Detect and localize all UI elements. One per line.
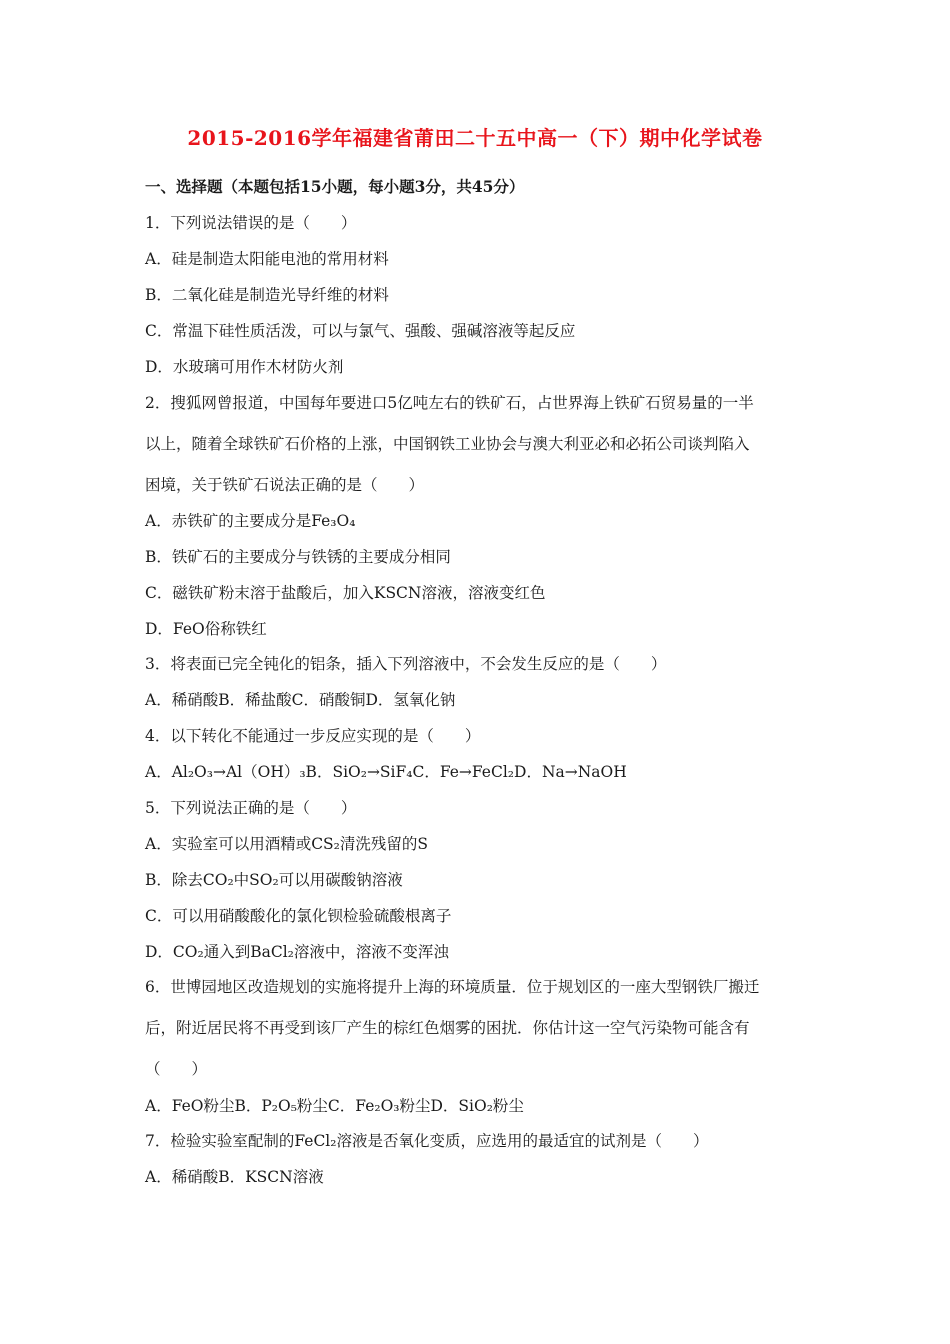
question-7-options: A．稀硝酸B．KSCN溶液 [145,1168,324,1186]
question-6-stem-line-2: 后，附近居民将不再受到该厂产生的棕红色烟雾的困扰．你估计这一空气污染物可能含有 [145,1019,750,1037]
question-7-stem-line-1: 7．检验实验室配制的FeCl₂溶液是否氧化变质，应选用的最适宜的试剂是（ ） [145,1132,709,1150]
question-3-options: A．稀硝酸B．稀盐酸C．硝酸铜D．氢氧化钠 [145,691,456,709]
question-1-stem-line-1: 1．下列说法错误的是（ ） [145,214,357,232]
question-4-options: A．Al₂O₃→Al（OH）₃B．SiO₂→SiF₄C．Fe→FeCl₂D．Na→NaOH [145,763,627,781]
question-1-option-c: C．常温下硅性质活泼，可以与氯气、强酸、强碱溶液等起反应 [145,322,576,340]
question-2-stem-line-2: 以上，随着全球铁矿石价格的上涨，中国钢铁工业协会与澳大利亚必和必拓公司谈判陷入 [145,435,750,453]
question-5-option-a: A．实验室可以用酒精或CS₂清洗残留的S [145,835,429,853]
question-6-stem-line-3: （ ） [145,1060,208,1078]
question-1-option-a: A．硅是制造太阳能电池的常用材料 [145,250,389,268]
question-1-option-b: B．二氧化硅是制造光导纤维的材料 [145,286,389,304]
question-5-option-c: C．可以用硝酸酸化的氯化钡检验硫酸根离子 [145,907,452,925]
question-3-stem-line-1: 3．将表面已完全钝化的铝条，插入下列溶液中，不会发生反应的是（ ） [145,655,667,673]
question-5-stem-line-1: 5．下列说法正确的是（ ） [145,799,357,817]
question-1-option-d: D．水玻璃可用作木材防火剂 [145,358,344,376]
question-2-option-a: A．赤铁矿的主要成分是Fe₃O₄ [145,512,356,530]
question-5-option-d: D．CO₂通入到BaCl₂溶液中，溶液不变浑浊 [145,943,449,961]
question-4-stem-line-1: 4．以下转化不能通过一步反应实现的是（ ） [145,727,481,745]
question-2-option-c: C．磁铁矿粉末溶于盐酸后，加入KSCN溶液，溶液变红色 [145,584,546,602]
question-6-options: A．FeO粉尘B．P₂O₅粉尘C．Fe₂O₃粉尘D．SiO₂粉尘 [145,1097,524,1115]
question-2-option-b: B．铁矿石的主要成分与铁锈的主要成分相同 [145,548,451,566]
question-6-stem-line-1: 6．世博园地区改造规划的实施将提升上海的环境质量．位于规划区的一座大型钢铁厂搬迁 [145,978,760,996]
question-5-option-b: B．除去CO₂中SO₂可以用碳酸钠溶液 [145,871,403,889]
section-heading: 一、选择题（本题包括15小题，每小题3分，共45分） [145,177,525,196]
page-title: 2015-2016学年福建省莆田二十五中高一（下）期中化学试卷 [187,126,763,150]
question-2-option-d: D．FeO俗称铁红 [145,620,267,638]
question-2-stem-line-3: 困境，关于铁矿石说法正确的是（ ） [145,476,425,494]
question-2-stem-line-1: 2．搜狐网曾报道，中国每年要进口5亿吨左右的铁矿石，占世界海上铁矿石贸易量的一半 [145,394,754,412]
